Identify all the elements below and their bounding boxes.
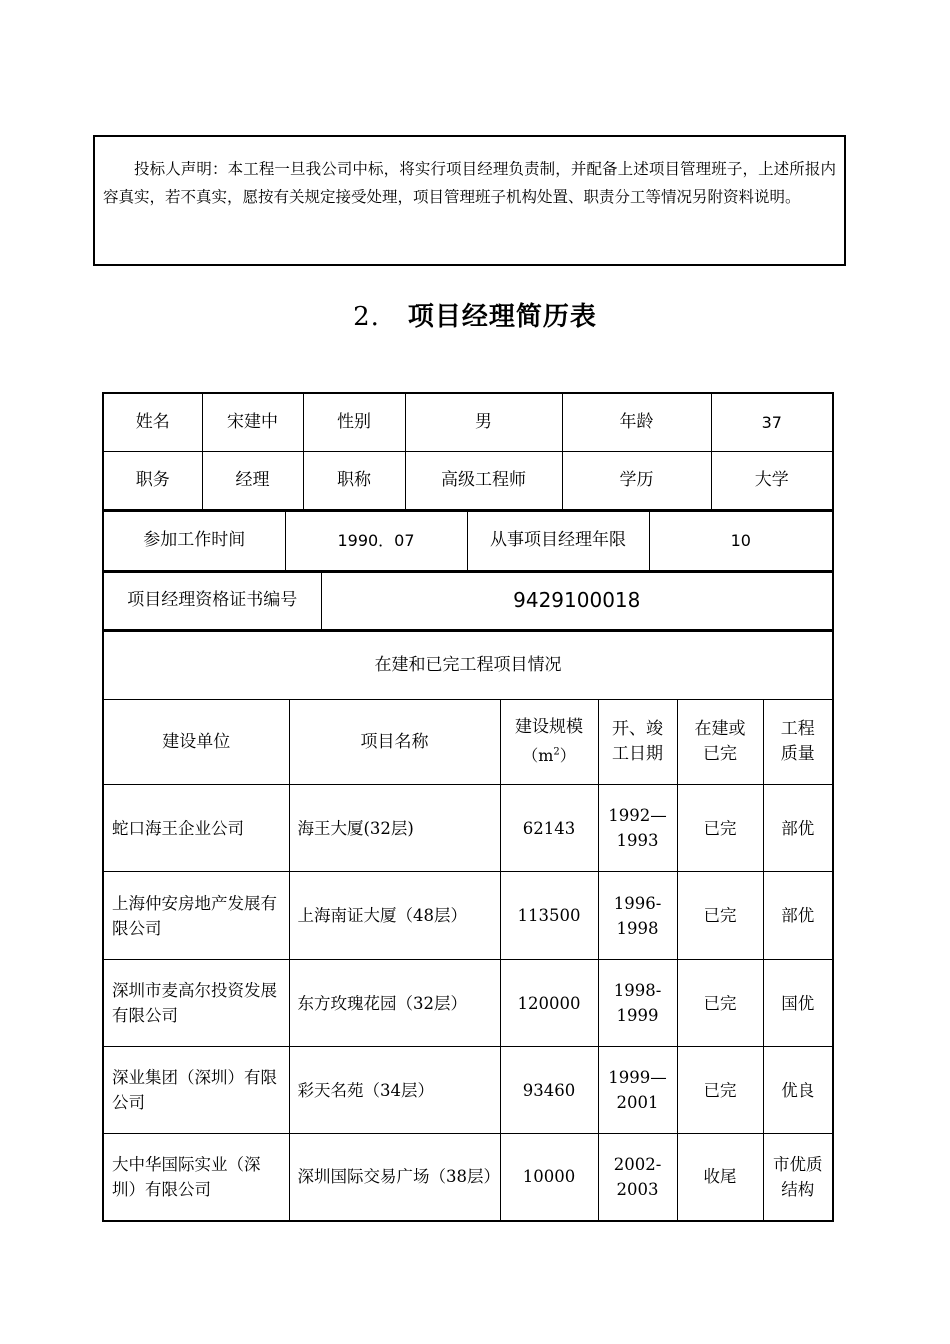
table-row: [103, 785, 833, 872]
row-project-name: 海王大厦(32层): [289, 785, 500, 872]
table-row: [103, 872, 833, 960]
row-quality: 优良: [763, 1047, 833, 1134]
page-title: [0, 296, 950, 333]
name-value: 宋建中: [202, 393, 303, 451]
row-scale: 62143: [500, 785, 598, 872]
row-unit: 大中华国际实业（深圳）有限公司: [103, 1134, 289, 1221]
row-period: 1996- 1998: [598, 872, 677, 960]
projects-section-title: 在建和已完工程项目情况: [103, 632, 833, 700]
row-unit: 深圳市麦高尔投资发展有限公司: [103, 960, 289, 1047]
row-quality: 国优: [763, 960, 833, 1047]
row-status: 已完: [677, 960, 763, 1047]
row-quality: 部优: [763, 872, 833, 960]
row-period: 1999— 2001: [598, 1047, 677, 1134]
row-status: 收尾: [677, 1134, 763, 1221]
pm-years-value: 10: [649, 512, 833, 571]
header-scale: [500, 700, 598, 785]
row-period: 1998- 1999: [598, 960, 677, 1047]
row-project-name: 东方玫瑰花园（32层）: [289, 960, 500, 1047]
resume-table: [102, 392, 832, 1222]
header-quality-line2: 质量: [780, 744, 815, 764]
start-work-label: 参加工作时间: [103, 512, 285, 571]
title-number: 2.: [353, 302, 380, 332]
rank-label: 职称: [303, 451, 405, 510]
header-scale-line1: 建设规模: [515, 716, 583, 737]
header-quality-line1: 工程: [780, 719, 815, 739]
header-period-line1: 开、竣: [612, 719, 663, 739]
projects-table: [102, 631, 834, 1222]
personal-info-table: [102, 392, 834, 511]
bidder-declaration-text: 投标人声明：本工程一旦我公司中标，将实行项目经理负责制，并配备上述项目管理班子，上述所报内容真实，若不真实，愿按有关规定接受处理，项目管理班子机构处置、职责分工等情况另附资料说明。: [103, 160, 836, 206]
info-row-certificate: [103, 572, 833, 630]
header-period-line2: 工日期: [612, 744, 663, 764]
name-label: 姓名: [103, 393, 202, 451]
start-work-value: 1990．07: [285, 512, 467, 571]
header-scale-unit: $(m^2)$: [522, 746, 576, 766]
row-unit: 上海仲安房地产发展有限公司: [103, 872, 289, 960]
row-status: 已完: [677, 785, 763, 872]
edu-label: 学历: [562, 451, 711, 510]
info-row-post: [103, 451, 833, 510]
row-quality: 部优: [763, 785, 833, 872]
info-row-name: [103, 393, 833, 451]
row-project-name: 彩天名苑（34层）: [289, 1047, 500, 1134]
certificate-number: 9429100018: [321, 572, 833, 630]
work-info-table: [102, 511, 834, 572]
post-value: 经理: [202, 451, 303, 510]
projects-header-row: [103, 700, 833, 785]
row-scale: 120000: [500, 960, 598, 1047]
header-status-line1: 在建或: [694, 719, 746, 739]
header-status-line2: 已完: [703, 744, 737, 764]
header-unit: 建设单位: [103, 700, 289, 785]
row-unit: 深业集团（深圳）有限公司: [103, 1047, 289, 1134]
title-text: 项目经理简历表: [407, 302, 597, 332]
row-project-name: 深圳国际交易广场（38层）: [289, 1134, 500, 1221]
row-scale: 93460: [500, 1047, 598, 1134]
table-row: [103, 960, 833, 1047]
pm-years-label: 从事项目经理年限: [467, 512, 649, 571]
gender-value: 男: [405, 393, 562, 451]
row-unit: 蛇口海王企业公司: [103, 785, 289, 872]
header-status: [677, 700, 763, 785]
post-label: 职务: [103, 451, 202, 510]
row-quality: 市优质结构: [763, 1134, 833, 1221]
row-period: 2002- 2003: [598, 1134, 677, 1221]
row-project-name: 上海南证大厦（48层）: [289, 872, 500, 960]
header-project-name: 项目名称: [289, 700, 500, 785]
header-quality: [763, 700, 833, 785]
info-row-work: [103, 512, 833, 571]
certificate-label: 项目经理资格证书编号: [103, 572, 321, 630]
rank-value: 高级工程师: [405, 451, 562, 510]
header-period: [598, 700, 677, 785]
table-row: [103, 1047, 833, 1134]
row-scale: 10000: [500, 1134, 598, 1221]
row-status: 已完: [677, 1047, 763, 1134]
projects-section-title-row: [103, 632, 833, 700]
age-value: 37: [711, 393, 833, 451]
table-row: [103, 1134, 833, 1221]
gender-label: 性别: [303, 393, 405, 451]
age-label: 年龄: [562, 393, 711, 451]
row-period: 1992— 1993: [598, 785, 677, 872]
edu-value: 大学: [711, 451, 833, 510]
certificate-table: [102, 572, 834, 632]
row-scale: 113500: [500, 872, 598, 960]
row-status: 已完: [677, 872, 763, 960]
bidder-declaration-box: [93, 135, 846, 266]
